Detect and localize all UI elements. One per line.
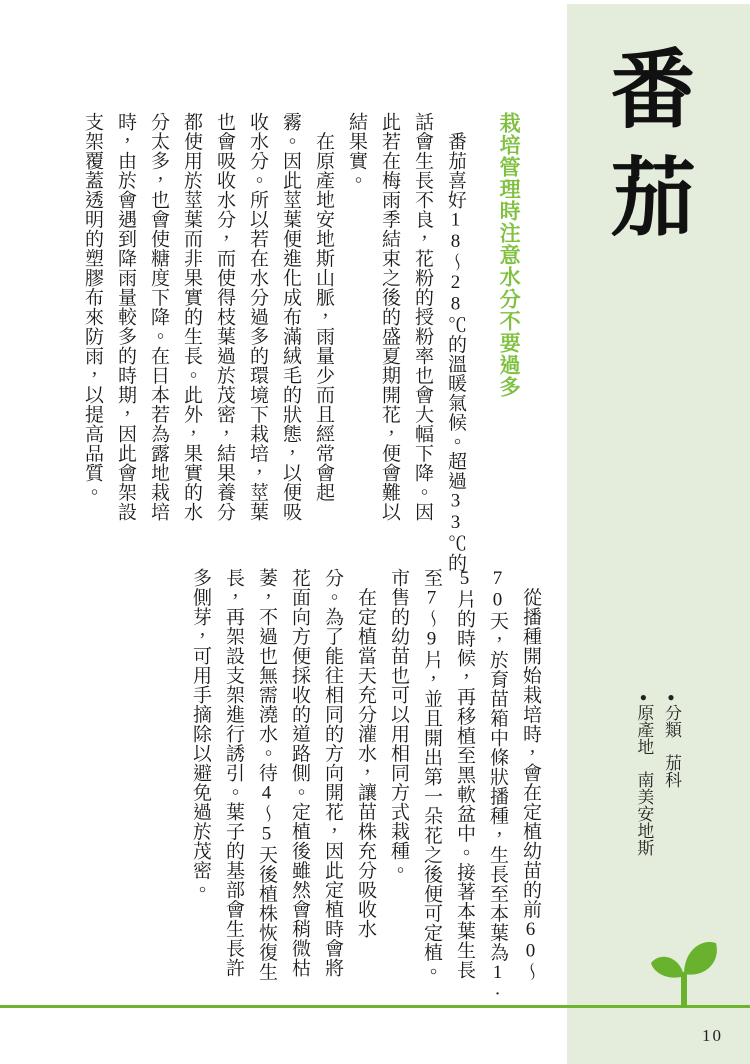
- text-column: 收水分。所以若在水分過多的環境下栽培，莖葉: [247, 112, 268, 522]
- info-item-origin: [634, 690, 653, 920]
- text-column: 至7～9片，並且開出第一朵花之後便可定植。: [421, 568, 442, 982]
- page-number: 10: [702, 1026, 723, 1045]
- text-column: 話會生長不良，花粉的授粉率也會大幅下降。因: [412, 112, 433, 522]
- text-column: 結果實。: [346, 112, 367, 190]
- text-column: 都使用於莖葉而非果實的生長。此外，果實的水: [181, 112, 202, 522]
- text-column: 此若在梅雨季結束之後的盛夏期開花，便會難以: [379, 112, 400, 522]
- text-column: 花面向方便採收的道路側。定植後雖然會稍微枯: [289, 568, 310, 978]
- info-label: 原產地: [634, 704, 654, 755]
- info-item-classification: [661, 690, 680, 920]
- text-column: 時，由於會遇到降雨量較多的時期，因此會架設: [115, 112, 136, 522]
- section-subtitle: 栽培管理時注意水分不要過多: [497, 112, 521, 398]
- text-column: 在定植當天充分灌水，讓苗株充分吸收水: [355, 568, 376, 939]
- upper-paragraphs-block: [69, 112, 466, 573]
- seedling-icon: [644, 936, 724, 1008]
- bullet-icon: ●: [636, 690, 651, 704]
- text-column: 長，再架設支架進行誘引。葉子的基部會生長許: [223, 568, 244, 978]
- plant-info-list: [625, 690, 680, 920]
- page-title: 番茄: [597, 44, 693, 260]
- lower-paragraphs-block: [177, 568, 540, 1016]
- text-column: 分太多，也會使糖度下降。在日本若為露地栽培: [148, 112, 169, 522]
- text-column: 5片的時候，再移植至黑軟盆中。接著本葉生長: [454, 568, 475, 980]
- info-value: 茄科: [662, 754, 681, 788]
- text-column: 70天，於育苗箱中條狀播種，生長至本葉為1·: [487, 568, 508, 1005]
- text-column: 從播種開始栽培時，會在定植幼苗的前60～: [520, 568, 541, 982]
- text-column: 多側芽，可用手摘除以避免過於茂密。: [190, 568, 211, 900]
- text-column: 市售的幼苗也可以用相同方式栽種。: [388, 568, 409, 880]
- text-column: 支架覆蓋透明的塑膠布來防雨，以提高品質。: [82, 112, 103, 502]
- text-column: 番茄喜好18～28℃的溫暖氣候。超過33℃的: [445, 112, 466, 573]
- text-column: 在原產地安地斯山脈，雨量少而且經常會起: [313, 112, 334, 502]
- info-label: 分類: [662, 704, 681, 738]
- footer-rule-line: [0, 1005, 750, 1008]
- bullet-icon: ●: [664, 690, 678, 704]
- text-column: 霧。因此莖葉便進化成布滿絨毛的狀態，以便吸: [280, 112, 301, 522]
- info-value: 南美安地斯: [634, 771, 654, 856]
- text-column: 也會吸收水分，而使得枝葉過於茂密，結果養分: [214, 112, 235, 522]
- text-column: 分。為了能往相同的方向開花，因此定植時會將: [322, 568, 343, 978]
- text-column: 萎，不過也無需澆水。待4～5天後植株恢復生: [256, 568, 277, 982]
